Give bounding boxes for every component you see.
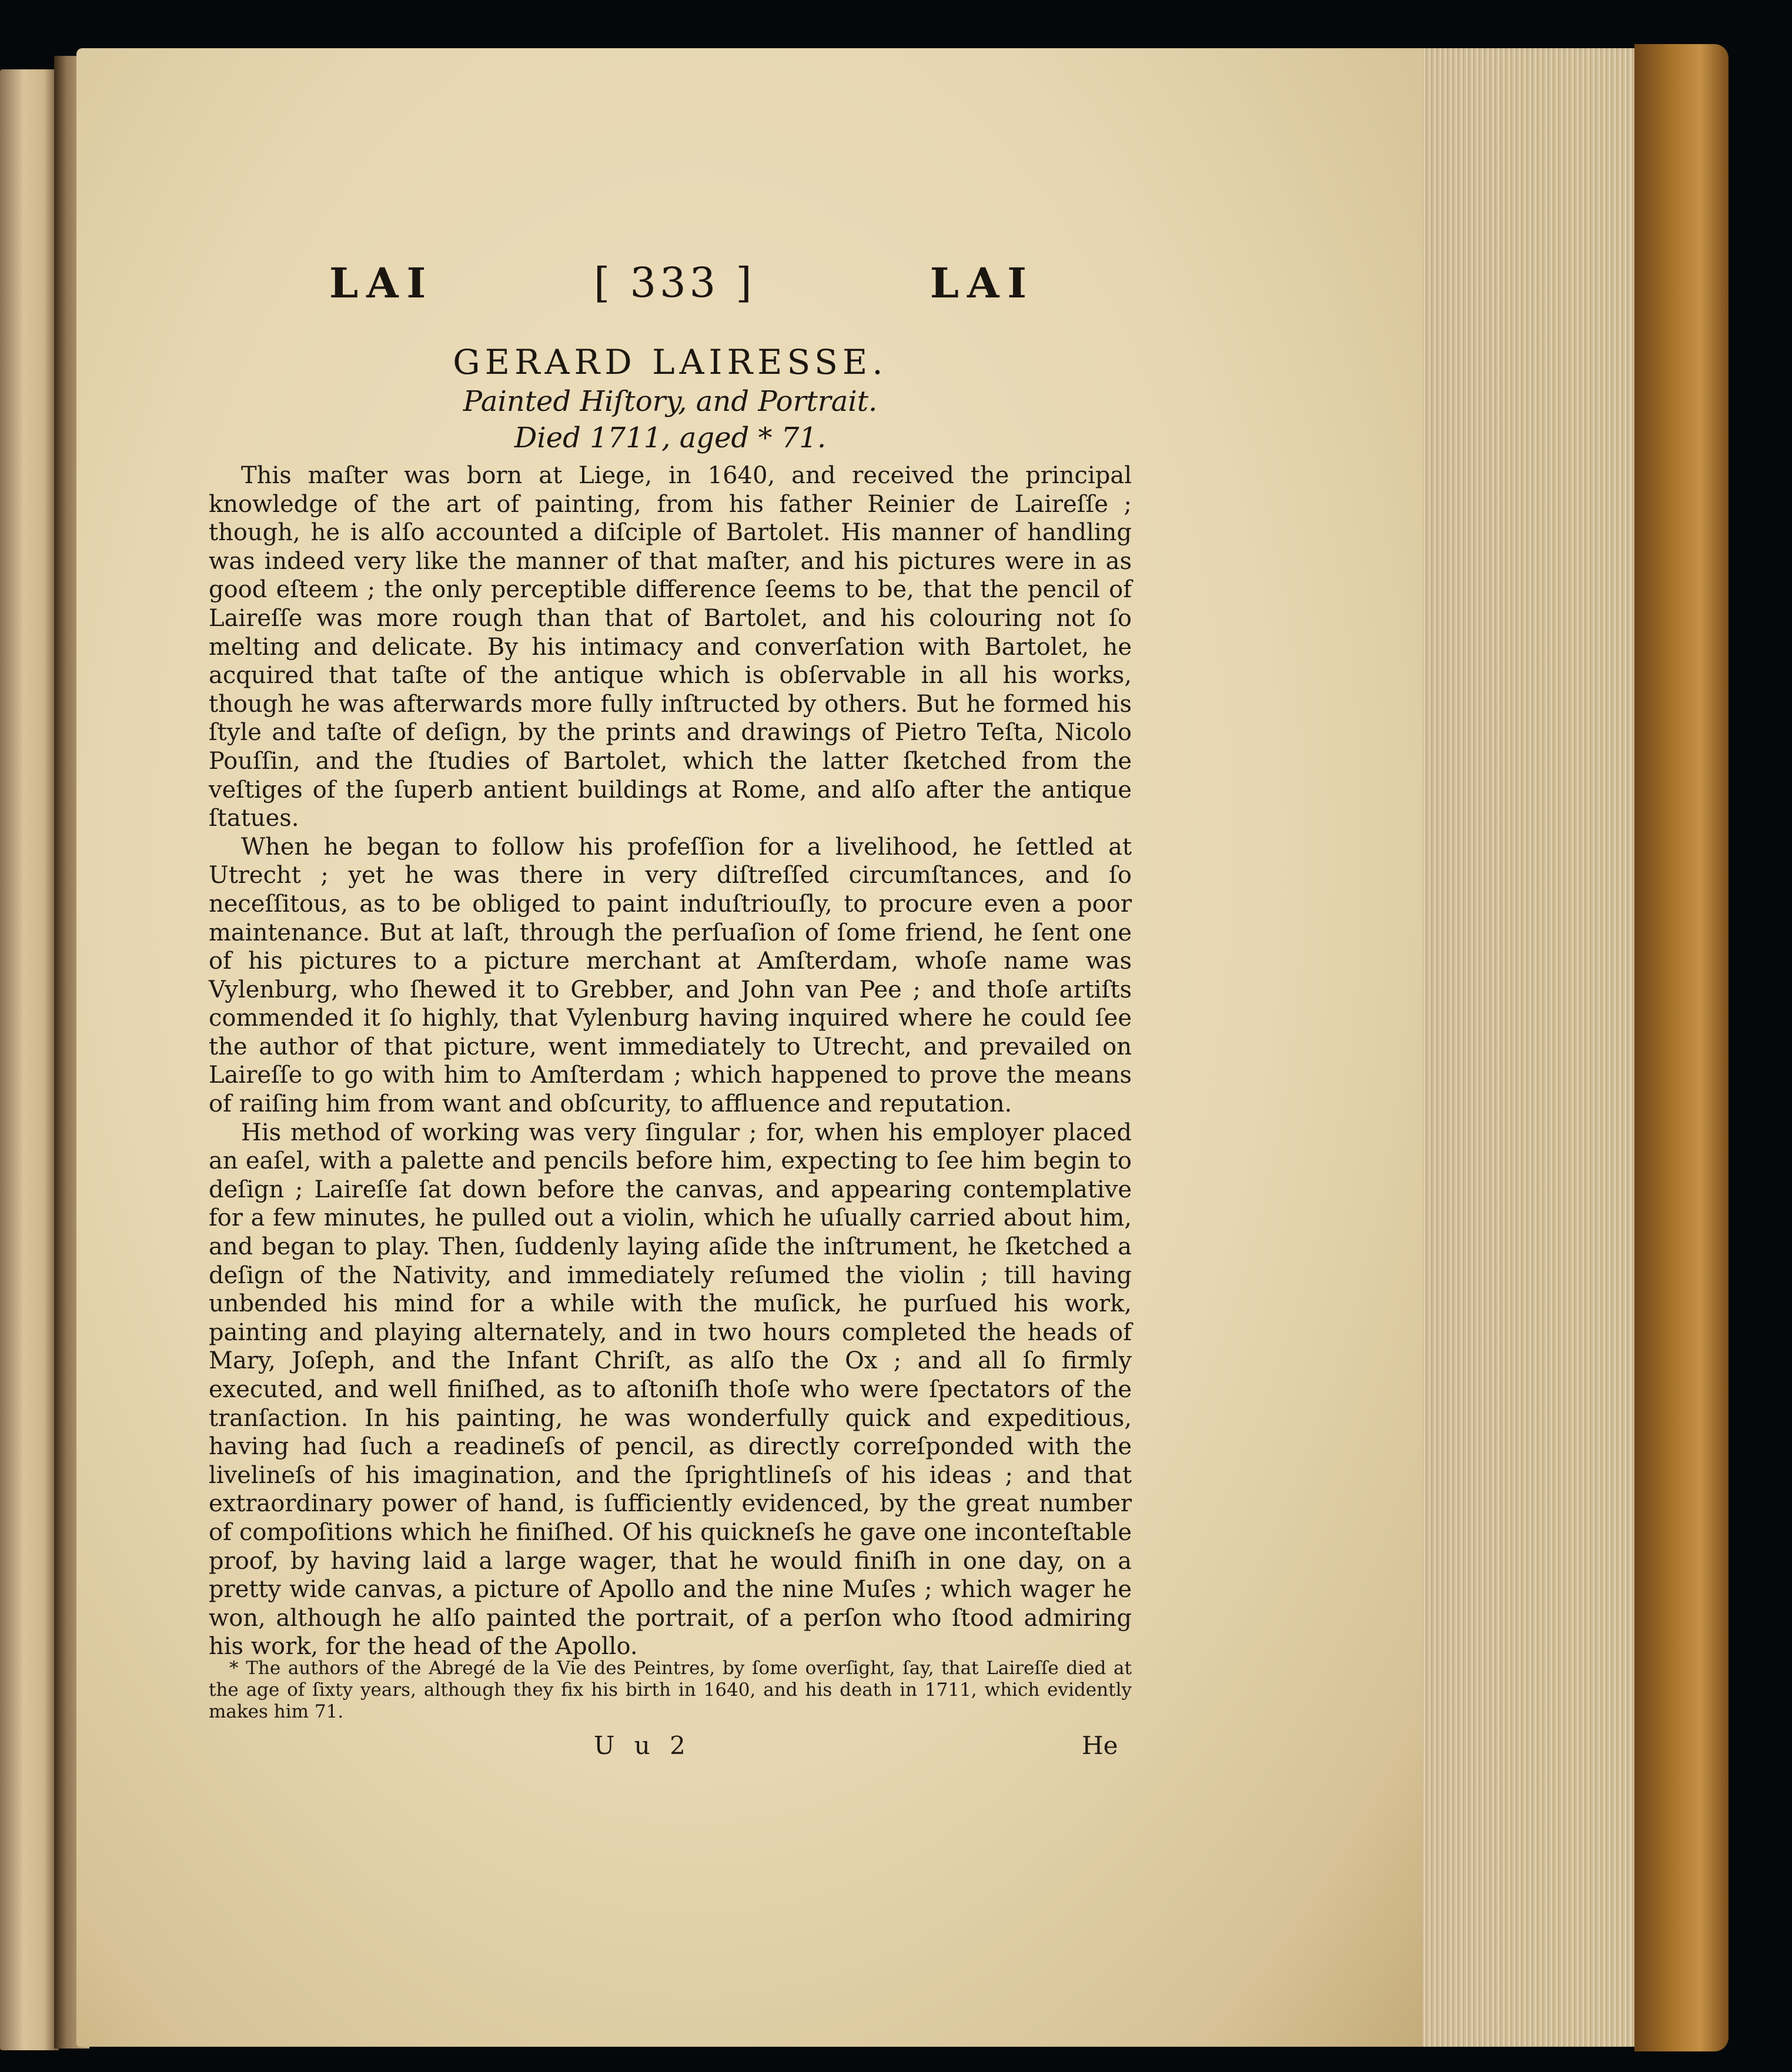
entry-died: Died 1711, aged * 71. bbox=[514, 421, 827, 454]
entry-title-block bbox=[212, 341, 1129, 456]
signature-mark: U u 2 bbox=[594, 1731, 691, 1760]
page-number: [ 333 ] bbox=[594, 259, 755, 307]
running-head-left: LAI bbox=[329, 259, 434, 307]
page-edges bbox=[1423, 48, 1640, 2047]
catchword: He bbox=[1082, 1731, 1118, 1760]
leather-cover-edge bbox=[1634, 44, 1729, 2051]
running-head bbox=[329, 259, 1035, 312]
left-page-edge bbox=[0, 69, 59, 2050]
footnote: * The authors of the Abregé de la Vie des Peintres, by ſome overſight, ſay, that Laireſſe died at the age of ſixty years, although they fix his birth in 1640, and his death in 1711, which evidently makes him 71. bbox=[209, 1658, 1132, 1722]
entry-name: GERARD LAIRESSE. bbox=[453, 342, 888, 382]
body-text bbox=[209, 461, 1132, 1661]
paragraph: His method of working was very ſingular ; for, when his employer placed an eaſel, with a palette and pencils before him, expecting to ſee him begin to deſign ; Laireſſe ſat down before the canvas, and appearing contemplative for a few minutes, he pulled out a violin, which he uſually carried about him, and began to play. Then, ſuddenly laying aſide the inſtrument, he ſketched a deſign of the Nativity, and immediately reſumed the violin ; till having unbended his mind for a while with the muſick, he purſued his work, painting and playing alternately, and in two hours completed the heads of Mary, Joſeph, and the Infant Chriſt, as alſo the Ox ; and all ſo firmly executed, and well finiſhed, as to aſtoniſh thoſe who were ſpectators of the tranſaction. In his painting, he was wonderfully quick and expeditious, having had ſuch a readineſs of pencil, as directly correſponded with the livelineſs of his imagination, and the ſprightlineſs of his ideas ; and that extraordinary power of hand, is ſufficiently evidenced, by the great number of compoſitions which he finiſhed. Of his quickneſs he gave one inconteſtable proof, by having laid a large wager, that he would finiſh in one day, on a pretty wide canvas, a picture of Apollo and the nine Muſes ; which wager he won, although he alſo painted the portrait, of a perſon who ſtood admiring his work, for the head of the Apollo. bbox=[209, 1119, 1132, 1661]
paragraph: This maſter was born at Liege, in 1640, and received the principal knowledge of the art of painting, from his father Reinier de Laireſſe ; though, he is alſo accounted a diſciple of Bartolet. His manner of handling was indeed very like the manner of that maſter, and his pictures were in as good eſteem ; the only perceptible difference ſeems to be, that the pencil of Laireſſe was more rough than that of Bartolet, and his colouring not ſo melting and delicate. By his intimacy and converſation with Bartolet, he acquired that taſte of the antique which is obſervable in all his works, though he was afterwards more fully inſtructed by others. But he formed his ſtyle and taſte of deſign, by the prints and drawings of Pietro Teſta, Nicolo Pouſſin, and the ſtudies of Bartolet, which the latter ſketched from the veſtiges of the ſuperb antient buildings at Rome, and alſo after the antique ſtatues. bbox=[209, 462, 1132, 832]
entry-subtitle: Painted Hiſtory, and Portrait. bbox=[463, 385, 878, 418]
paragraph: When he began to follow his profeſſion for a livelihood, he ſettled at Utrecht ; yet he was there in very diſtreſſed circumſtances, and ſo neceſſitous, as to be obliged to paint induſtriouſly, to procure even a poor maintenance. But at laſt, through the perſuaſion of ſome friend, he ſent one of his pictures to a picture merchant at Amſterdam, whoſe name was Vylenburg, who ſhewed it to Grebber, and John van Pee ; and thoſe artiſts commended it ſo highly, that Vylenburg having inquired where he could ſee the author of that picture, went immediately to Utrecht, and prevailed on Laireſſe to go with him to Amſterdam ; which happened to prove the means of raiſing him from want and obſcurity, to affluence and reputation. bbox=[209, 833, 1132, 1118]
running-head-right: LAI bbox=[930, 259, 1035, 307]
